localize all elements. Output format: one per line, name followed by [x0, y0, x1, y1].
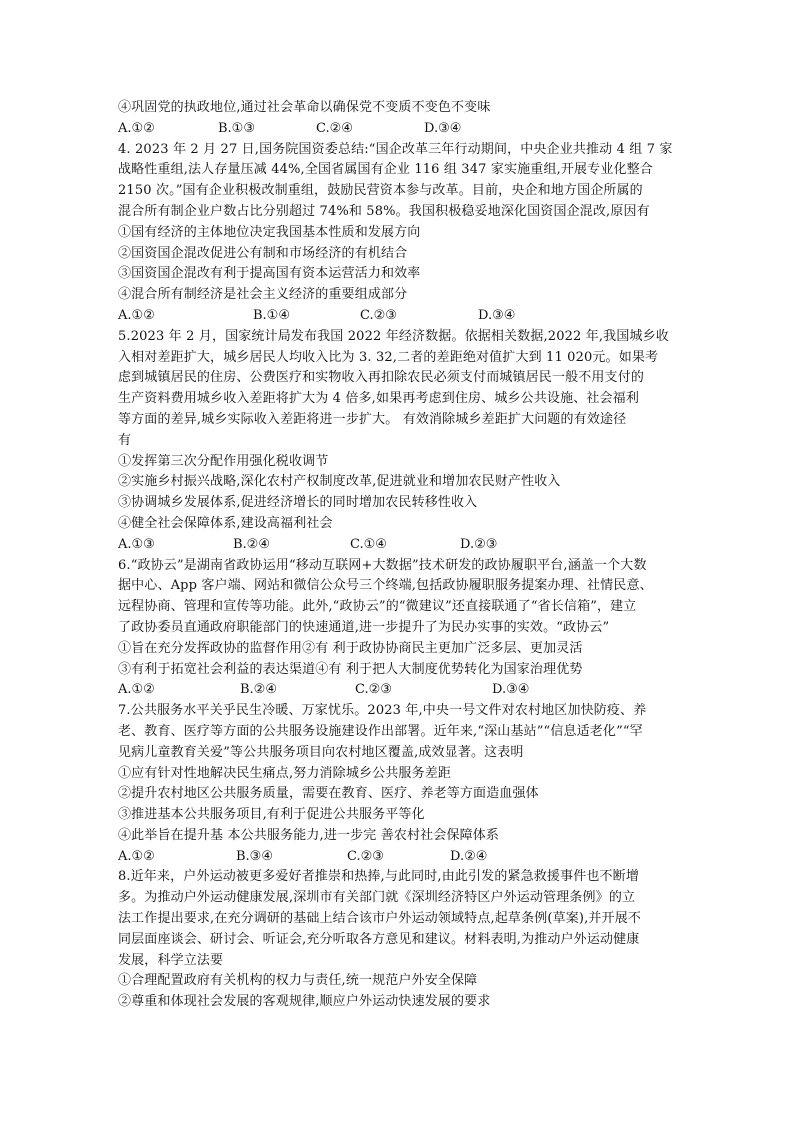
q7-options: [118, 847, 678, 868]
q8-stem-line: 法工作提出要求,在充分调研的基础上结合该市户外运动领域特点,起草条例(草案),并开展不: [118, 911, 641, 927]
q4-options: [118, 306, 678, 327]
q5-statement: ④健全社会保障体系,建设高福利社会: [118, 515, 333, 531]
q5-stem-line: 入相对差距扩大，城乡居民人均收入比为 3. 32,二者的差距绝对值扩大到 11 020元。如果考: [118, 349, 659, 365]
q7-option-a: A.①②: [118, 848, 155, 864]
q6-stem-line: 6.“政协云”是湖南省政协运用“移动互联网+大数据”技术研发的政协履职平台,涵盖一个大数: [118, 557, 647, 573]
q3-option-d: D.③④: [424, 120, 462, 136]
q6-stem-line: 了政协委员直通政府职能部门的快速通道,进一步提升了为民办实事的实效。“政协云”: [118, 619, 610, 635]
q3-option-b: B.①③: [218, 120, 255, 136]
q6-option-b: B.②④: [240, 682, 277, 698]
q7-option-d: D.②④: [450, 848, 488, 864]
q5-stem-line: 有: [118, 432, 132, 448]
q7-option-c: C.②③: [347, 848, 384, 864]
q4-option-b: B.①④: [253, 307, 290, 323]
q5-option-b: B.②④: [233, 536, 270, 552]
question-8: [118, 867, 678, 1013]
q8-stem-line: 发展，科学立法要: [118, 952, 224, 968]
q7-option-b: B.③④: [236, 848, 273, 864]
q6-option-c: C.②③: [355, 682, 392, 698]
q7-stem-line: 老、教育、医疗等方面的公共服务设施建设作出部署。近年来,“深山基站”“信息适老化”“罕: [118, 723, 643, 739]
q5-option-c: C.①④: [350, 536, 387, 552]
q5-option-a: A.①③: [118, 536, 155, 552]
q7-statement: ③推进基本公共服务项目,有利于促进公共服务平等化: [118, 807, 425, 823]
q5-statement: ②实施乡村振兴战略,深化农村产权制度改革,促进就业和增加农民财产性收入: [118, 474, 561, 490]
q3-option-c: C.②④: [316, 120, 353, 136]
q5-statement: ③协调城乡发展体系,促进经济增长的同时增加农民转移性收入: [118, 495, 478, 511]
question-7: [118, 701, 678, 867]
q7-statement: ④此举旨在提升基 本公共服务能力,进一步完 善农村社会保障体系: [118, 827, 500, 843]
q5-stem-line: 生产资料费用城乡收入差距将扩大为 4 倍多,如果再考虑到住房、城乡公共设施、社会福利: [118, 391, 639, 407]
q8-statement: ①合理配置政府有关机构的权力与责任,统一规范户外安全保障: [118, 973, 478, 989]
q3-option-a: A.①②: [118, 120, 155, 136]
q4-stem-line: 混合所有制企业户数占比分别超过 74%和 58%。我国积极稳妥地深化国资国企混改,原因有: [118, 203, 650, 219]
question-5: [118, 327, 678, 556]
q6-option-d: D.③④: [492, 682, 530, 698]
q4-option-d: D.③④: [478, 307, 516, 323]
q6-option-a: A.①②: [118, 682, 155, 698]
q8-stem-line: 8.近年来，户外运动被更多爱好者推崇和热捧,与此同时,由此引发的紧急救援事件也不断增: [118, 869, 639, 885]
question-6: [118, 556, 678, 702]
q6-stem-line: 据中心、App 客户端、网站和微信公众号三个终端,包括政协履职服务提案办理、社情民意、: [118, 578, 653, 594]
exam-page: [118, 98, 678, 1013]
q3-statement-4: ④巩固党的执政地位,通过社会革命以确保党不变质不变色不变味: [118, 100, 491, 115]
q5-stem-line: 虑到城镇居民的住房、公费医疗和实物收入再扣除农民必须支付而城镇居民一般不用支付的: [118, 370, 645, 386]
q6-statement: ①旨在充分发挥政协的监督作用②有 利于政协协商民主更加广泛多层、更加灵活: [118, 640, 583, 656]
q4-statement: ②国资国企混改促进公有制和市场经济的有机结合: [118, 245, 408, 261]
q5-option-d: D.②③: [460, 536, 498, 552]
q4-statement: ④混合所有制经济是社会主义经济的重要组成部分: [118, 287, 408, 303]
q6-statement: ③有利于拓宽社会利益的表达渠道④有 利于把人大制度优势转化为国家治理优势: [118, 661, 583, 677]
q8-stem-line: 多。为推动户外运动健康发展,深圳市有关部门就《深圳经济特区户外运动管理条例》的立: [118, 890, 636, 906]
q7-statement: ②提升农村地区公共服务质量，需要在教育、医疗、养老等方面造血强体: [118, 786, 539, 802]
q7-stem-line: 7.公共服务水平关乎民生冷暖、万家忧乐。2023 年,中央一号文件对农村地区加快防疫、养: [118, 703, 647, 719]
question-4: [118, 140, 678, 327]
q4-stem-line: 战略性重组,法人存量压减 44%,全国省属国有企业 116 组 347 家实施重组,开展专业化整合: [118, 162, 653, 178]
q7-statement: ①应有针对性地解决民生痛点,努力消除城乡公共服务差距: [118, 765, 452, 781]
q6-stem-line: 远程协商、管理和宣传等功能。此外,“政协云”的“微建议”还直接联通了“省长信箱”，建立: [118, 599, 637, 615]
q5-stem-line: 等方面的差异,城乡实际收入差距将进一步扩大。 有效消除城乡差距扩大问题的有效途径: [118, 411, 627, 427]
q4-statement: ③国资国企混改有利于提高国有资本运营活力和效率: [118, 266, 421, 282]
q8-stem-line: 同层面座谈会、研讨会、听证会,充分听取各方意见和建议。材料表明,为推动户外运动健康: [118, 931, 640, 947]
q3-options: [118, 119, 678, 140]
q6-options: [118, 680, 678, 701]
q5-statement: ①发挥第三次分配作用强化税收调节: [118, 453, 329, 469]
q4-statement: ①国有经济的主体地位决定我国基本性质和发展方向: [118, 224, 421, 240]
q4-stem-line: 2150 次。”国有企业积极改制重组，鼓励民营资本参与改革。目前，央企和地方国企所属的: [118, 183, 643, 199]
q4-option-a: A.①②: [118, 307, 155, 323]
q4-stem-line: 4. 2023 年 2 月 27 日,国务院国资委总结:“国企改革三年行动期间，中央企业共推动 4 组 7 家: [118, 141, 673, 157]
q5-stem-line: 5.2023 年 2 月，国家统计局发布我国 2022 年经济数据。依据相关数据,2022 年,我国城乡收: [118, 328, 669, 344]
q4-option-c: C.②③: [360, 307, 397, 323]
q7-stem-line: 见病儿童教育关爱”等公共服务项目向农村地区覆盖,成效显著。这表明: [118, 744, 524, 760]
q8-statement: ②尊重和体现社会发展的客观规律,顺应户外运动快速发展的要求: [118, 994, 491, 1010]
q5-options: [118, 535, 678, 556]
